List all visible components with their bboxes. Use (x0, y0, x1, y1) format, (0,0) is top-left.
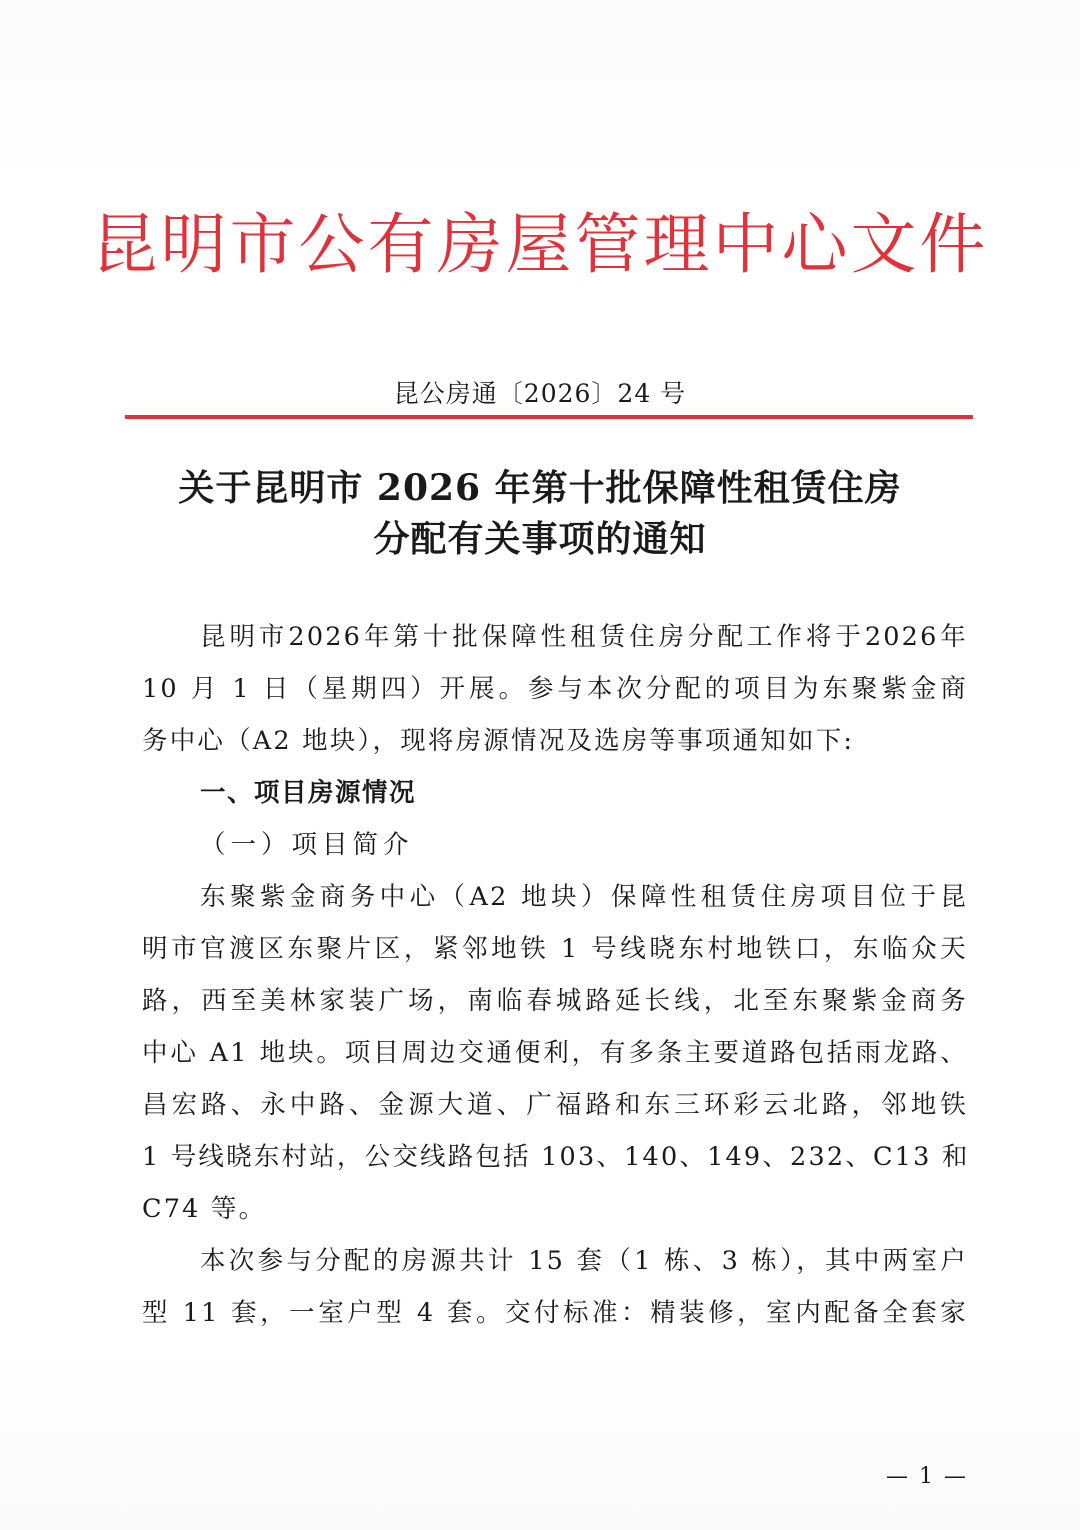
project-intro-line-1: 东聚紫金商务中心（A2 地块）保障性租赁住房项目位于昆 (200, 882, 968, 912)
project-intro-line-2: 明市官渡区东聚片区，紧邻地铁 1 号线晓东村地铁口，东临众天 (142, 934, 968, 964)
intro-line-1: 昆明市2026年第十批保障性租赁住房分配工作将于2026年 (200, 622, 968, 652)
project-intro-line-3: 路，西至美林家装广场，南临春城路延长线，北至东聚紫金商务 (142, 986, 968, 1016)
project-intro-line-6: 1 号线晓东村站，公交线路包括 103、140、149、232、C13 和 (142, 1142, 970, 1172)
notice-title-line-1: 关于昆明市 2026 年第十批保障性租赁住房 (178, 467, 902, 509)
intro-line-3: 务中心（A2 地块），现将房源情况及选房等事项通知如下: (142, 726, 855, 756)
notice-title-line-2: 分配有关事项的通知 (373, 518, 707, 560)
project-intro-line-5: 昌宏路、永中路、金源大道、广福路和东三环彩云北路，邻地铁 (142, 1090, 968, 1120)
housing-supply-line-2: 型 11 套，一室户型 4 套。交付标准：精装修，室内配备全套家 (142, 1298, 968, 1328)
intro-line-2: 10 月 1 日（星期四）开展。参与本次分配的项目为东聚紫金商 (142, 674, 968, 704)
housing-supply-line-1: 本次参与分配的房源共计 15 套（1 栋、3 栋），其中两室户 (200, 1246, 968, 1276)
document-number: 昆公房通〔2026〕24 号 (393, 379, 687, 408)
project-intro-line-4: 中心 A1 地块。项目周边交通便利，有多条主要道路包括雨龙路、 (142, 1038, 968, 1068)
section-1-heading: 一、项目房源情况 (200, 778, 417, 808)
red-separator-line (125, 415, 973, 419)
issuing-authority-title: 昆明市公有房屋管理中心文件 (91, 206, 989, 283)
page-number: — 1 — (886, 1464, 968, 1489)
project-intro-line-7: C74 等。 (142, 1194, 267, 1224)
subsection-1-heading: （一）项目简介 (200, 830, 414, 860)
